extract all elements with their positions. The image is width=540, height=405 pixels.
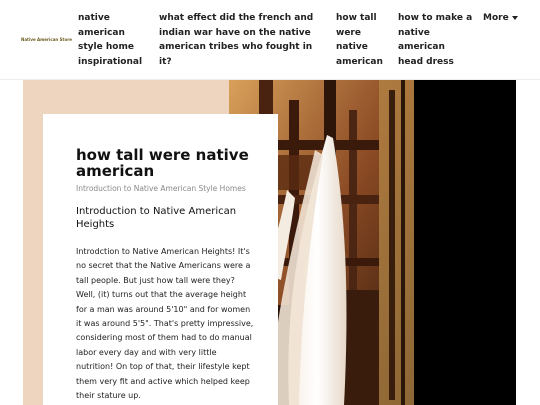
nav-item-how-tall[interactable]: how tall were native american	[336, 13, 383, 67]
nav-item-french-indian-war[interactable]: what effect did the french and indian war have on the native american tribes who fought in it?	[159, 13, 314, 67]
chevron-down-icon	[512, 16, 518, 20]
post-title: how tall were native american	[76, 146, 249, 180]
nav-item-style-home[interactable]: native american style home inspirational	[78, 13, 143, 67]
section-heading: Introduction to Native American Heights	[76, 206, 237, 230]
nav-item-head-dress[interactable]: how to make a native american head dress	[398, 13, 473, 67]
post-category-link[interactable]: Introduction to Native American Style Homes	[76, 184, 246, 193]
nav-more-menu[interactable]	[483, 11, 523, 26]
post-body-text: Introdction to Native American Heights! It's no secret that the Native Americans were a tall people. But just how tall were they? Well, (it) turns out that the average height for a man was around 5'10" and for women it was around 5'5". That's pretty impressive, considering most of them had to do manual labor every day and with very little nutrition! On top of that, their lifestyle kept them very fit and active which helped keep their stature up.	[76, 247, 254, 401]
post-card	[43, 114, 278, 405]
nav-more-label: More	[483, 13, 509, 23]
site-logo[interactable]: Native American Store	[21, 37, 72, 42]
top-navigation	[0, 0, 540, 80]
